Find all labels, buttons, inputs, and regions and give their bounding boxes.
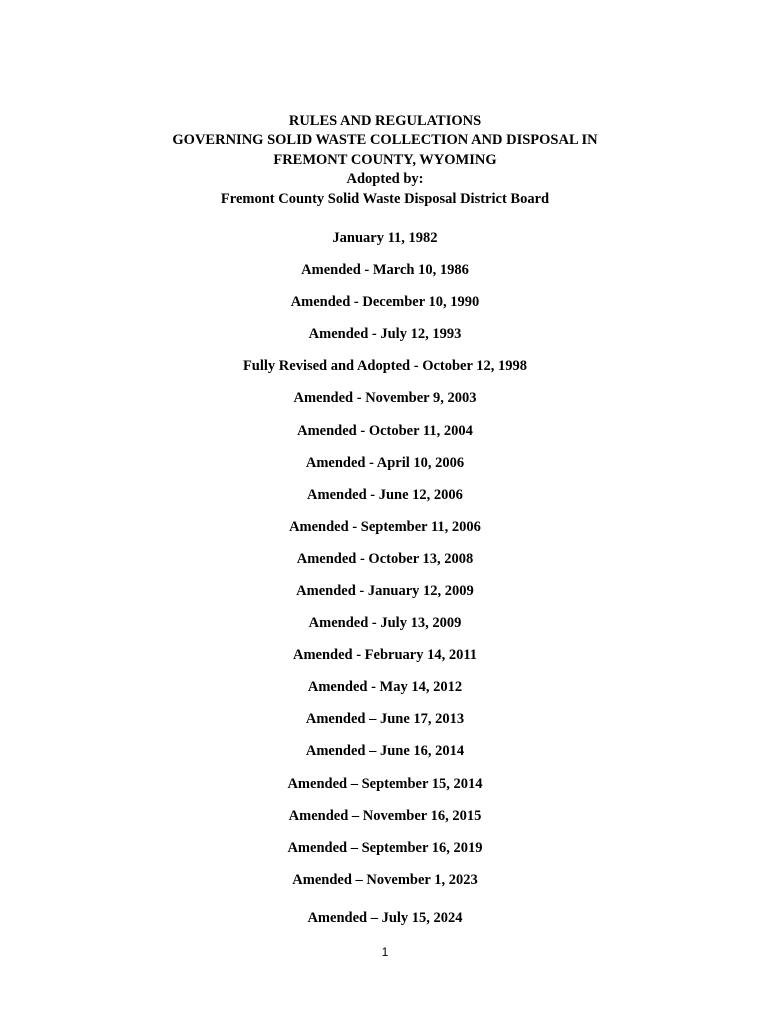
amendment-entry: Amended - February 14, 2011 (292, 647, 478, 663)
amendment-entry: Amended - July 12, 1993 (308, 326, 462, 342)
amendment-entry: Amended - September 11, 2006 (289, 519, 481, 535)
title-line-2: GOVERNING SOLID WASTE COLLECTION AND DISPOSAL IN (172, 132, 598, 148)
original-adoption-date: January 11, 1982 (332, 230, 438, 246)
amendment-entry: Amended – November 16, 2015 (288, 808, 482, 824)
amendment-entry: Amended - January 12, 2009 (296, 583, 474, 599)
revision-entry: Fully Revised and Adopted - October 12, 1998 (242, 358, 528, 374)
amendment-entry: Amended – September 16, 2019 (287, 840, 483, 856)
adopted-by-label: Adopted by: (346, 171, 424, 187)
amendment-entry: Amended – June 16, 2014 (305, 743, 465, 759)
amendment-entry: Amended – November 1, 2023 (292, 872, 478, 888)
page-number: 1 (381, 945, 389, 959)
title-line-3: FREMONT COUNTY, WYOMING (273, 152, 497, 168)
amendment-entry: Amended - October 11, 2004 (297, 423, 473, 439)
amendment-entry: Amended – September 15, 2014 (287, 776, 483, 792)
amendment-entry: Amended - October 13, 2008 (296, 551, 474, 567)
amendment-entry: Amended - April 10, 2006 (305, 455, 465, 471)
amendment-entry: Amended – July 15, 2024 (307, 910, 463, 926)
amendment-entry: Amended - December 10, 1990 (290, 294, 480, 310)
amendment-entry: Amended - June 12, 2006 (307, 487, 463, 503)
amendment-entry: Amended - May 14, 2012 (307, 679, 463, 695)
amendment-entry: Amended - July 13, 2009 (308, 615, 462, 631)
amendment-entry: Amended - November 9, 2003 (293, 390, 477, 406)
amendment-entry: Amended - March 10, 1986 (301, 262, 469, 278)
title-line-1: RULES AND REGULATIONS (288, 113, 482, 129)
amendment-entry: Amended – June 17, 2013 (305, 711, 465, 727)
board-name: Fremont County Solid Waste Disposal District Board (220, 191, 550, 207)
